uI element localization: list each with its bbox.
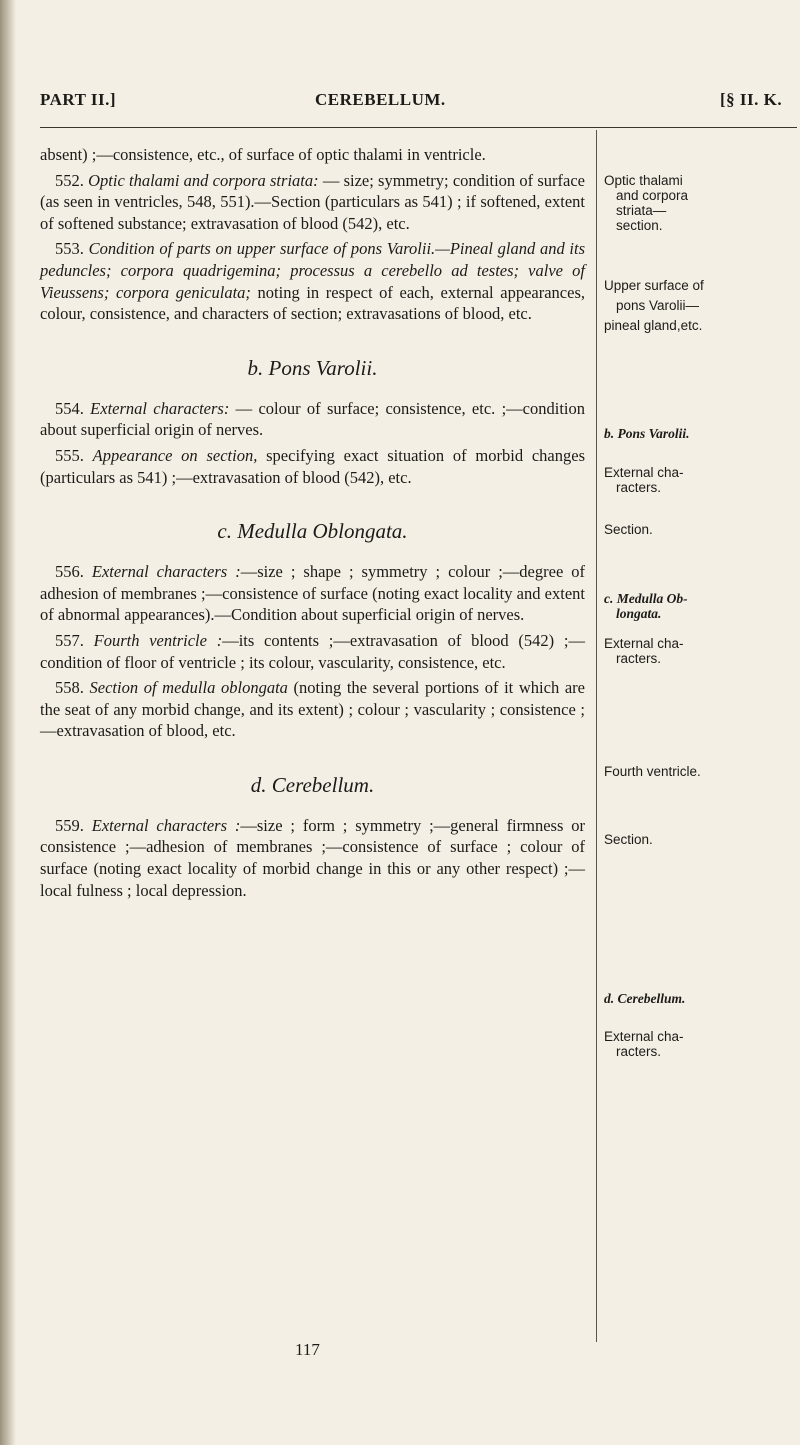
- para-number: 555.: [55, 445, 93, 465]
- paragraph-553: [40, 238, 585, 324]
- para-text: —size ; form ; symmetry ;—general firmness or consistence ;—adhesion of membranes ;—consistence of surface ; colour of surface (noting exact locality of morbid change in this or any other respect) ;—local fulness ; local depression.: [40, 815, 585, 900]
- sidenote-medulla-external: [604, 636, 794, 666]
- sidenote-line: External cha-: [604, 1029, 684, 1044]
- paragraph-558: [40, 677, 585, 742]
- sidenote-cerebellum-heading: d. Cerebellum.: [604, 991, 686, 1006]
- paragraph-559: [40, 815, 585, 901]
- para-title: Section of medulla oblongata: [89, 678, 288, 698]
- para-text: —its contents ;—extravasation of blood (542) ;—condition of floor of ventricle ; its colour, vascularity, consistence, etc.: [40, 630, 586, 672]
- sidenote-line: pons Varolii—: [616, 298, 700, 313]
- para-text: — colour of surface; consistence, etc. ;—condition about superficial origin of nerves.: [40, 398, 585, 440]
- page-number: 117: [295, 1340, 320, 1359]
- sidenote-line: External cha-: [604, 465, 684, 480]
- sidenote-line: Optic thalami: [604, 173, 683, 188]
- para-text: noting in respect of each, external appearances, colour, consistence, and characters of section; extravasations of blood, etc.: [40, 282, 585, 324]
- para-title: Optic thalami and corpora striata:: [88, 170, 319, 190]
- paragraph-556: [40, 561, 585, 626]
- sidenote-line: External cha-: [604, 636, 684, 651]
- para-number: 556.: [55, 562, 92, 582]
- para-title: External characters:: [90, 398, 230, 418]
- sidenote-medulla-section: Section.: [604, 832, 653, 847]
- sidenote-upper-surface: [604, 276, 794, 336]
- header-section: [§ II. K.: [720, 90, 783, 109]
- sidenote-line: section.: [616, 218, 663, 233]
- para-title: External characters :: [91, 815, 241, 835]
- header-rule: [40, 127, 797, 128]
- page-spine-shadow: [0, 0, 16, 1445]
- sidenote-optic-thalami: [604, 173, 794, 233]
- sidenote-cerebellum-external: [604, 1029, 794, 1059]
- para-title: Fourth ventricle :: [93, 630, 223, 650]
- para-text: (noting the several portions of it which are the seat of any morbid change, and its extent) ; colour ; vascularity ; consistence ;—extravasation of blood, etc.: [40, 678, 585, 741]
- para-number: 553.: [55, 239, 89, 259]
- sidenote-line: Upper surface of: [604, 278, 704, 293]
- main-text: [40, 144, 585, 901]
- para-text: —size ; shape ; symmetry ; colour ;—degree of adhesion of membranes ;—consistence of surface (noting exact locality and extent of abnormal appearances).—Condition about superficial origin of nerves.: [40, 562, 585, 625]
- sidenote-line: and corpora: [616, 188, 689, 203]
- sidenote-line: striata—: [616, 203, 667, 218]
- sidenote-fourth-ventricle: Fourth ventricle.: [604, 764, 701, 779]
- margin-divider: [596, 130, 597, 1342]
- para-title: Condition of parts on upper surface of pons Varolii.—Pineal gland and its peduncles; corpora quadrigemina; processus a cerebello ad testes; valve of Vieussens; corpora geniculata;: [40, 239, 586, 302]
- sidenote-line: c. Medulla Ob-: [604, 591, 688, 606]
- sidenote-line: pineal gland,etc.: [604, 318, 703, 333]
- sidenote-line: racters.: [616, 651, 662, 666]
- sidenote-line: racters.: [616, 480, 662, 495]
- sidenote-pons-external: [604, 465, 794, 495]
- section-heading-pons: b. Pons Varolii.: [247, 355, 378, 380]
- paragraph-554: [40, 398, 585, 441]
- running-header: [40, 90, 800, 120]
- section-heading-cerebellum: d. Cerebellum.: [250, 772, 375, 797]
- para-number: 559.: [55, 815, 92, 835]
- sidenote-line: longata.: [616, 606, 662, 621]
- para-number: 557.: [55, 630, 94, 650]
- para-title: Appearance on section,: [92, 445, 258, 465]
- para-title: External characters :: [91, 562, 241, 582]
- paragraph-557: [40, 630, 585, 673]
- paragraph-552: [40, 170, 585, 235]
- para-number: 552.: [55, 170, 89, 190]
- sidenote-pons-section: Section.: [604, 522, 653, 537]
- header-title: CEREBELLUM.: [315, 90, 446, 109]
- paragraph-555: [40, 445, 585, 488]
- sidenote-medulla-heading: [604, 591, 794, 621]
- para-number: 558.: [55, 678, 90, 698]
- para-number: 554.: [55, 398, 91, 418]
- paragraph-continuation: absent) ;—consistence, etc., of surface of optic thalami in ventricle.: [40, 145, 486, 164]
- para-text: specifying exact situation of morbid changes (particulars as 541) ;—extravasation of blood (542), etc.: [40, 445, 586, 487]
- sidenote-pons-heading: b. Pons Varolii.: [604, 426, 690, 441]
- header-part: PART II.]: [40, 90, 117, 109]
- para-text: — size; symmetry; condition of surface (as seen in ventricles, 548, 551).—Section (particulars as 541) ; if softened, extent of softened substance; extravasation of blood (542), etc.: [40, 170, 585, 233]
- sidenote-line: racters.: [616, 1044, 662, 1059]
- section-heading-medulla: c. Medulla Oblongata.: [217, 519, 408, 544]
